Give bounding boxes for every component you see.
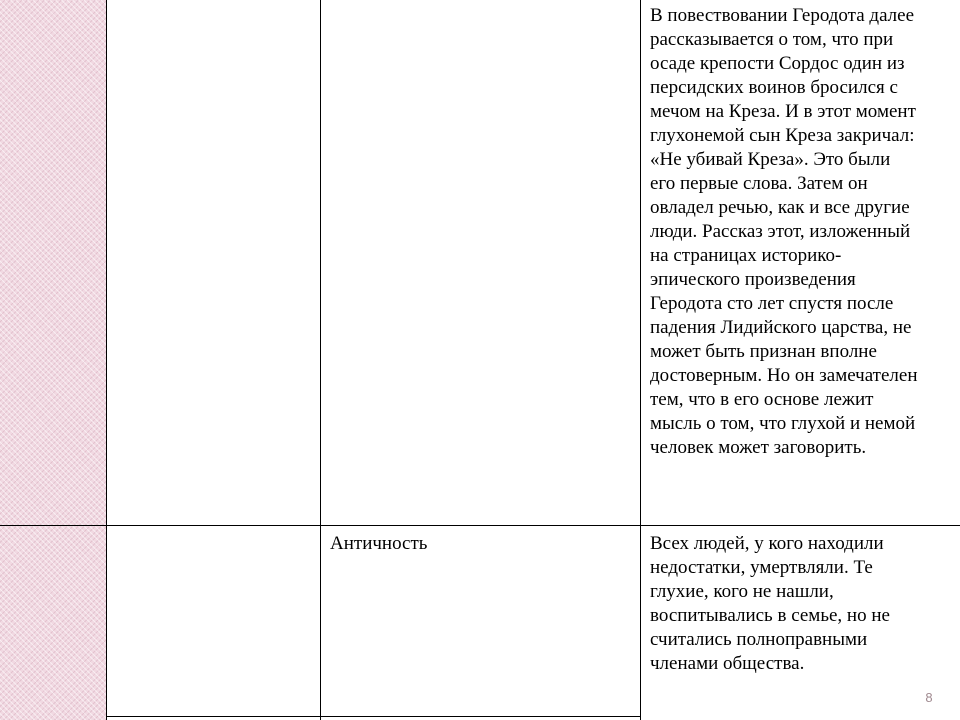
table-cell-row2-col3: Всех людей, у кого находили недостатки, умертвляли. Те глухие, кого не нашли, воспитывались в семье, но не считались полноправными членами общества. (650, 533, 890, 674)
table-border-col2 (320, 0, 321, 720)
table-border-bottom (106, 716, 640, 717)
table-border-left (106, 0, 107, 720)
page-number: 8 (925, 690, 933, 705)
table-border-col3 (640, 0, 641, 720)
table-cell-row2-col2: Античность (330, 533, 428, 554)
table-row-divider (0, 525, 960, 526)
table-cell-row1-col3: В повествовании Геродота далее рассказывается о том, что при осаде крепости Сордос один из персидских воинов бросился с мечом на Креза. И в этот момент глухонемой сын Креза закричал: «Не убивай Креза». Это были его первые слова. Затем он овладел речью, как и все другие люди. Рассказ этот, изложенный на страницах историко- эпического произведения Геродота сто лет спустя после падения Лидийского царства, не может быть признан вполне достоверным. Но он замечателен тем, что в его основе лежит мысль о том, что глухой и немой человек может заговорить. (650, 5, 918, 458)
